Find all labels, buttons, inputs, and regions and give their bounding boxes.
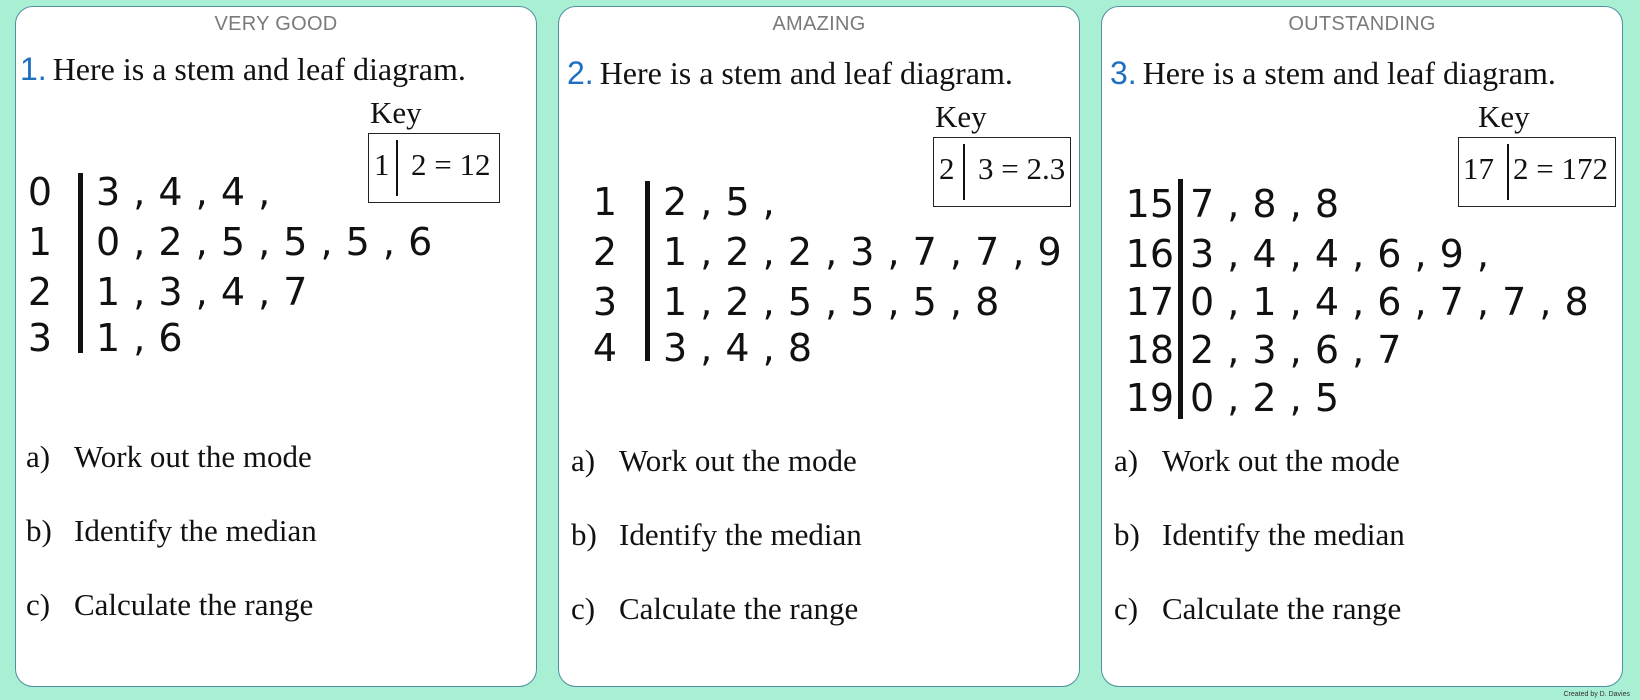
part-letter: b) [26, 513, 52, 548]
question-text: Here is a stem and leaf diagram. [52, 51, 466, 87]
stem-value: 1 [27, 220, 52, 264]
stem-value: 16 [1125, 232, 1174, 276]
stem-leaf-divider [645, 181, 650, 361]
stem-value: 2 [592, 230, 617, 274]
stem-value: 18 [1125, 328, 1174, 372]
leaf-values: 2 , 5 , [663, 180, 776, 224]
key-stem: 1 [374, 147, 390, 182]
part-letter: a) [571, 443, 596, 478]
question-card-outstanding [1101, 6, 1623, 687]
part-text: Identify the median [619, 517, 862, 552]
key-divider [1507, 144, 1509, 200]
card-title: VERY GOOD [214, 13, 338, 35]
leaf-values: 1 , 3 , 4 , 7 [96, 270, 308, 314]
key-stem: 2 [939, 151, 955, 186]
stem-value: 1 [592, 180, 617, 224]
card-title: AMAZING [772, 13, 866, 35]
key-stem: 17 [1463, 151, 1494, 186]
part-letter: c) [571, 591, 596, 626]
leaf-values: 3 , 4 , 4 , [96, 170, 271, 214]
stem-value: 15 [1125, 182, 1174, 226]
key-label: Key [935, 99, 987, 134]
question-number: 2. [567, 55, 594, 91]
stem-value: 0 [27, 170, 52, 214]
card-title: OUTSTANDING [1288, 13, 1436, 35]
part-text: Work out the mode [74, 439, 312, 474]
part-letter: c) [26, 587, 51, 622]
part-text: Work out the mode [619, 443, 857, 478]
question-text: Here is a stem and leaf diagram. [599, 55, 1013, 91]
key-label: Key [1478, 99, 1530, 134]
question-card-very-good [15, 6, 537, 687]
part-text: Calculate the range [1162, 591, 1402, 626]
leaf-values: 7 , 8 , 8 [1190, 182, 1340, 226]
leaf-values: 1 , 2 , 2 , 3 , 7 , 7 , 9 [663, 230, 1063, 274]
stem-leaf-divider [78, 173, 83, 353]
part-text: Calculate the range [74, 587, 314, 622]
question-part-a [571, 443, 857, 479]
stem-value: 4 [592, 326, 617, 370]
question-heading [567, 55, 1013, 92]
part-text: Work out the mode [1162, 443, 1400, 478]
stem-value: 3 [27, 316, 52, 360]
stem-value: 3 [592, 280, 617, 324]
question-part-b [26, 513, 317, 549]
question-part-c [571, 591, 858, 627]
question-number: 3. [1110, 55, 1137, 91]
key-divider [396, 140, 398, 196]
key-divider [963, 144, 965, 200]
part-letter: b) [1114, 517, 1140, 552]
credit-text: Created by D. Davies [1563, 691, 1630, 698]
question-heading [1110, 55, 1556, 92]
part-letter: a) [26, 439, 51, 474]
key-box [368, 133, 500, 203]
leaf-values: 1 , 6 [96, 316, 184, 360]
question-part-b [1114, 517, 1405, 553]
key-box [933, 137, 1071, 207]
question-part-a [26, 439, 312, 475]
question-part-a [1114, 443, 1400, 479]
stem-value: 19 [1125, 376, 1174, 420]
part-letter: b) [571, 517, 597, 552]
question-heading [20, 51, 466, 88]
part-letter: c) [1114, 591, 1139, 626]
question-part-c [1114, 591, 1401, 627]
stem-value: 2 [27, 270, 52, 314]
key-box [1458, 137, 1616, 207]
leaf-values: 1 , 2 , 5 , 5 , 5 , 8 [663, 280, 1000, 324]
stem-leaf-divider [1178, 179, 1183, 419]
leaf-values: 0 , 2 , 5 [1190, 376, 1340, 420]
part-text: Calculate the range [619, 591, 859, 626]
key-rest: 2 = 172 [1513, 151, 1608, 186]
part-letter: a) [1114, 443, 1139, 478]
leaf-values: 3 , 4 , 8 [663, 326, 813, 370]
stem-value: 17 [1125, 280, 1174, 324]
leaf-values: 0 , 1 , 4 , 6 , 7 , 7 , 8 [1190, 280, 1590, 324]
question-part-c [26, 587, 313, 623]
question-number: 1. [20, 51, 47, 87]
leaf-values: 2 , 3 , 6 , 7 [1190, 328, 1402, 372]
question-text: Here is a stem and leaf diagram. [1142, 55, 1556, 91]
key-rest: 2 = 12 [411, 147, 491, 182]
part-text: Identify the median [74, 513, 317, 548]
leaf-values: 3 , 4 , 4 , 6 , 9 , [1190, 232, 1490, 276]
question-card-amazing [558, 6, 1080, 687]
key-rest: 3 = 2.3 [978, 151, 1066, 186]
leaf-values: 0 , 2 , 5 , 5 , 5 , 6 [96, 220, 433, 264]
part-text: Identify the median [1162, 517, 1405, 552]
key-label: Key [370, 95, 422, 130]
question-part-b [571, 517, 862, 553]
